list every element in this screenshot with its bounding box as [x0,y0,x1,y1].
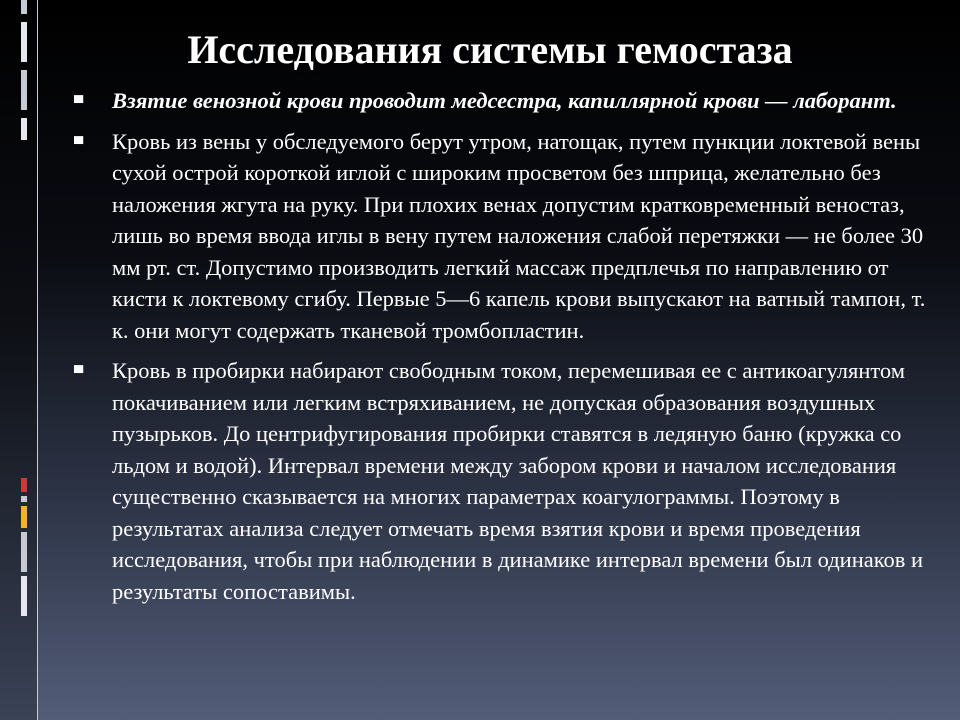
bullet-item [74,355,936,607]
accent-bar-yellow [21,506,27,528]
slide-content [74,85,936,616]
bottom-accent-bars [21,478,27,620]
accent-bar-red [21,478,27,492]
bullet-text: Взятие венозной крови проводит медсестра, капиллярной крови — лаборант. [112,88,897,113]
bullet-item [74,126,936,347]
accent-bar-white [21,576,27,616]
bullet-square-icon: ▀ [74,135,84,151]
bullet-square-icon: ▀ [74,365,84,380]
accent-bar-gray [21,0,27,14]
slide-title: Исследования системы гемостаза [187,27,793,72]
accent-bar-gray [21,532,27,572]
accent-bar-white [21,118,27,140]
left-divider-line [37,0,38,720]
bullet-item [74,85,936,117]
top-accent-bars [21,0,27,142]
accent-bar-gray [21,496,27,502]
bullet-square-icon: ▀ [74,95,84,110]
bullet-text: Кровь в пробирки набирают свободным током, перемешивая ее с антикоагулянтом покачиванием или легким встряхиванием, не допуская образования воздушных пузырьков. До центрифугирования пробирки ставятся в ледяную баню (кружка со льдом и водой). Интервал времени между забором крови и началом исследования существенно сказывается на многих параметрах коагулограммы. Поэтому в результатах анализа следует отмечать время взятия крови и время проведения исследования, чтобы при наблюдении в динамике интервал времени был одинаков и результаты сопоставимы. [112,358,924,604]
accent-bar-gray [21,70,27,110]
bullet-text: Кровь из вены у обследуемого берут утром, натощак, путем пункции локтевой вены сухой острой короткой иглой с широким просветом без шприца, желательно без наложения жгута на руку. При плохих венах допустим кратковременный веностаз, лишь во время ввода иглы в вену путем наложения слабой перетяжки — не более 30 мм рт. ст. Допустимо производить легкий массаж предплечья по направлению от кисти к локтевому сгибу. Первые 5—6 капель крови выпускают на ватный тампон, т. к. они могут содержать тканевой тромбопластин. [112,128,926,343]
left-decor-strip [0,0,37,720]
accent-bar-white [21,22,27,62]
